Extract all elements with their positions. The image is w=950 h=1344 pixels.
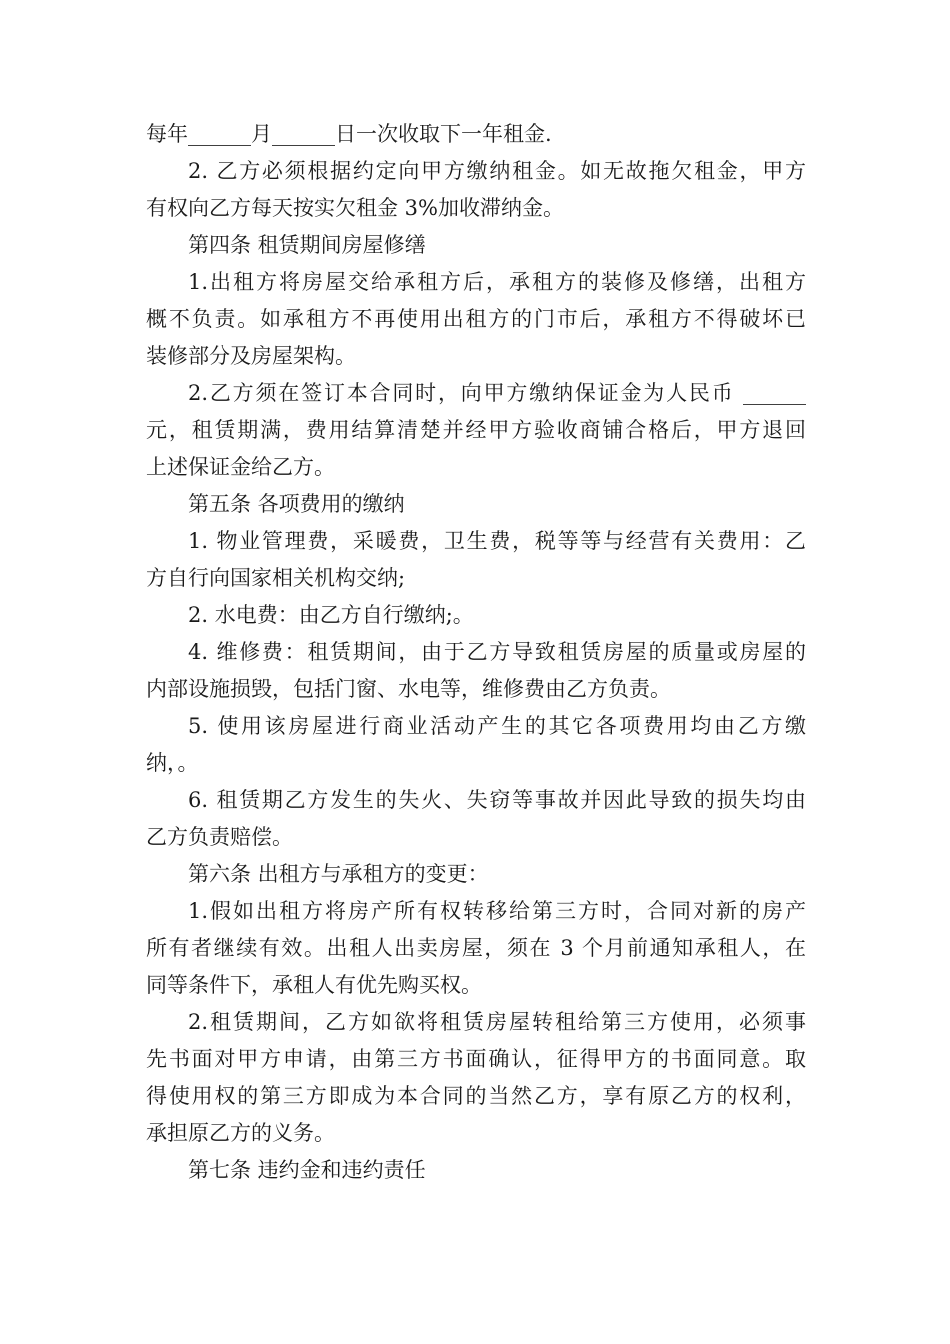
paragraph-line: 每年______月______日一次收取下一年租金. [146, 122, 552, 146]
paragraph-line: 同等条件下，承租人有优先购买权。 [146, 973, 482, 997]
paragraph-line: 所有者继续有效。出租人出卖房屋，须在 3 个月前通知承租人，在 [146, 936, 806, 960]
paragraph-line: 2. 乙方必须根据约定向甲方缴纳租金。如无故拖欠租金，甲方 [188, 159, 806, 183]
paragraph-line: 上述保证金给乙方。 [146, 455, 335, 479]
paragraph-line: 5. 使用该房屋进行商业活动产生的其它各项费用均由乙方缴 [188, 714, 806, 738]
paragraph-line: 1. 物业管理费，采暖费，卫生费，税等等与经营有关费用：乙 [188, 529, 806, 553]
section-heading: 第七条 违约金和违约责任 [188, 1158, 426, 1182]
paragraph-line: 方自行向国家相关机构交纳; [146, 566, 406, 590]
paragraph-line: 元，租赁期满，费用结算清楚并经甲方验收商铺合格后，甲方退回 [146, 418, 806, 442]
paragraph-line: 概不负责。如承租方不再使用出租方的门市后，承租方不得破坏已 [146, 307, 806, 331]
paragraph-line: 装修部分及房屋架构。 [146, 344, 356, 368]
document-body [146, 116, 806, 1189]
paragraph-line: 2. 水电费：由乙方自行缴纳;。 [188, 603, 474, 627]
section-heading: 第六条 出租方与承租方的变更： [188, 862, 489, 886]
paragraph-line: 1.出租方将房屋交给承租方后，承租方的装修及修缮，出租方 [188, 270, 806, 294]
paragraph-line: 纳，。 [146, 751, 199, 775]
paragraph-line: 乙方负责赔偿。 [146, 825, 293, 849]
paragraph-line: 4. 维修费：租赁期间，由于乙方导致租赁房屋的质量或房屋的 [188, 640, 806, 664]
paragraph-line: 承担原乙方的义务。 [146, 1121, 335, 1145]
paragraph-line: 得使用权的第三方即成为本合同的当然乙方，享有原乙方的权利， [146, 1084, 806, 1108]
paragraph-line: 2.租赁期间，乙方如欲将租赁房屋转租给第三方使用，必须事 [188, 1010, 806, 1034]
section-heading: 第四条 租赁期间房屋修缮 [188, 233, 426, 257]
paragraph-line: 有权向乙方每天按实欠租金 3%加收滞纳金。 [146, 196, 564, 220]
paragraph-line: 6. 租赁期乙方发生的失火、失窃等事故并因此导致的损失均由 [188, 788, 806, 812]
paragraph-line: 2.乙方须在签订本合同时，向甲方缴纳保证金为人民币 ______ [188, 381, 806, 405]
paragraph-line: 先书面对甲方申请，由第三方书面确认，征得甲方的书面同意。取 [146, 1047, 806, 1071]
paragraph-line: 内部设施损毁，包括门窗、水电等，维修费由乙方负责。 [146, 677, 671, 701]
section-heading: 第五条 各项费用的缴纳 [188, 492, 405, 516]
paragraph-line: 1.假如出租方将房产所有权转移给第三方时，合同对新的房产 [188, 899, 806, 923]
